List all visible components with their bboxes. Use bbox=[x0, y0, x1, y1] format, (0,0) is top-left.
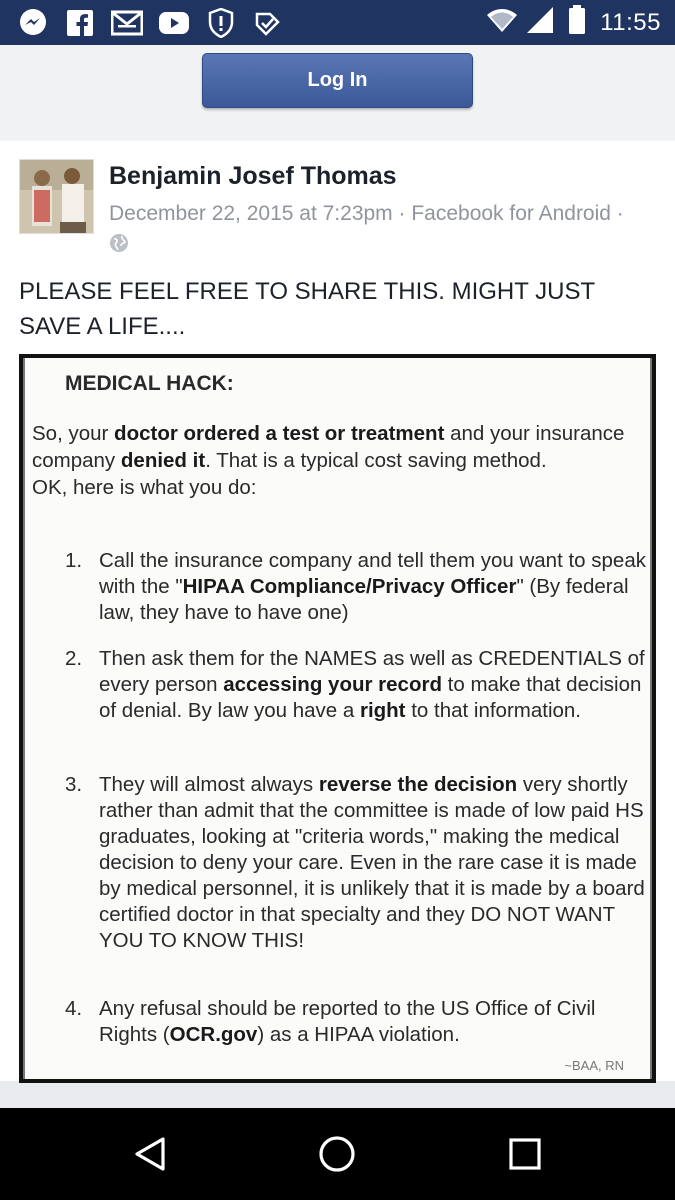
emphasis-text: denied it bbox=[120, 449, 206, 472]
nav-bar bbox=[0, 1108, 675, 1200]
author-name[interactable]: Benjamin Josef Thomas bbox=[109, 162, 397, 190]
gmail-icon bbox=[110, 8, 144, 38]
recents-icon[interactable] bbox=[505, 1134, 545, 1174]
emphasis-text: OCR.gov bbox=[169, 1023, 258, 1046]
globe-icon bbox=[109, 232, 129, 261]
battery-icon bbox=[568, 5, 586, 40]
item-text: They will almost always reverse the decision very shortly rather than admit that the committee is made of low paid HS graduates, looking at "criteria words," making the medical decision to deny your care. Even in the rare case it is made by medical personnel, it is unlikely that it is made by a board certified doctor in that specialty and they DO NOT WANT YOU TO KNOW THIS! bbox=[99, 773, 645, 952]
shield-alert-icon bbox=[204, 8, 238, 38]
note-item bbox=[65, 996, 650, 1048]
item-number: 3. bbox=[65, 773, 83, 796]
note-intro bbox=[32, 420, 632, 501]
emphasis-text: accessing your record bbox=[223, 673, 442, 696]
log-in-button[interactable]: Log In bbox=[202, 53, 473, 108]
system-icons bbox=[486, 5, 661, 40]
item-text: Then ask them for the NAMES as well as CREDENTIALS of every person accessing your record to make that decision of denial. By law you have a right to that information. bbox=[99, 647, 645, 722]
post-text: PLEASE FEEL FREE TO SHARE THIS. MIGHT JUST SAVE A LIFE.... bbox=[19, 278, 595, 340]
note-intro-line2: OK, here is what you do: bbox=[32, 476, 257, 499]
note-title: MEDICAL HACK: bbox=[65, 372, 234, 395]
post-card bbox=[0, 141, 675, 1081]
emphasis-text: doctor ordered a test or treatment bbox=[114, 422, 445, 445]
note-intro-text: So, your doctor ordered a test or treatment and your insurance company denied it. That is a typical cost saving method. bbox=[32, 422, 625, 472]
emphasis-text: reverse the decision bbox=[318, 773, 518, 796]
signal-icon bbox=[526, 6, 554, 39]
note-item bbox=[65, 548, 650, 626]
note-signature: ~BAA, RN bbox=[564, 1058, 624, 1073]
item-text: Any refusal should be reported to the US Office of Civil Rights (OCR.gov) as a HIPAA violation. bbox=[99, 997, 596, 1046]
messenger-icon bbox=[16, 8, 50, 38]
emphasis-text: HIPAA Compliance/Privacy Officer bbox=[182, 575, 517, 598]
item-number: 1. bbox=[65, 549, 83, 572]
check-notify-icon bbox=[251, 8, 285, 38]
post-meta bbox=[109, 199, 659, 262]
home-icon[interactable] bbox=[317, 1134, 357, 1174]
wifi-icon bbox=[486, 7, 518, 38]
login-strip bbox=[0, 45, 675, 141]
youtube-icon bbox=[157, 8, 191, 38]
notification-icons bbox=[16, 8, 298, 38]
medical-hack-note bbox=[23, 358, 652, 1079]
note-item bbox=[65, 772, 650, 954]
clock: 11:55 bbox=[600, 8, 661, 36]
shared-image[interactable] bbox=[19, 354, 656, 1083]
item-number: 4. bbox=[65, 997, 83, 1020]
emphasis-text: right bbox=[359, 699, 406, 722]
back-icon[interactable] bbox=[130, 1134, 170, 1174]
avatar[interactable] bbox=[19, 159, 94, 234]
item-number: 2. bbox=[65, 647, 83, 670]
item-text: Call the insurance company and tell them you want to speak with the "HIPAA Compliance/Privacy Officer" (By federal law, they have to have one) bbox=[99, 549, 646, 624]
note-item bbox=[65, 646, 650, 724]
status-bar bbox=[0, 0, 675, 45]
post-timestamp[interactable]: December 22, 2015 at 7:23pm · Facebook for Android · bbox=[109, 202, 624, 225]
facebook-icon bbox=[63, 8, 97, 38]
